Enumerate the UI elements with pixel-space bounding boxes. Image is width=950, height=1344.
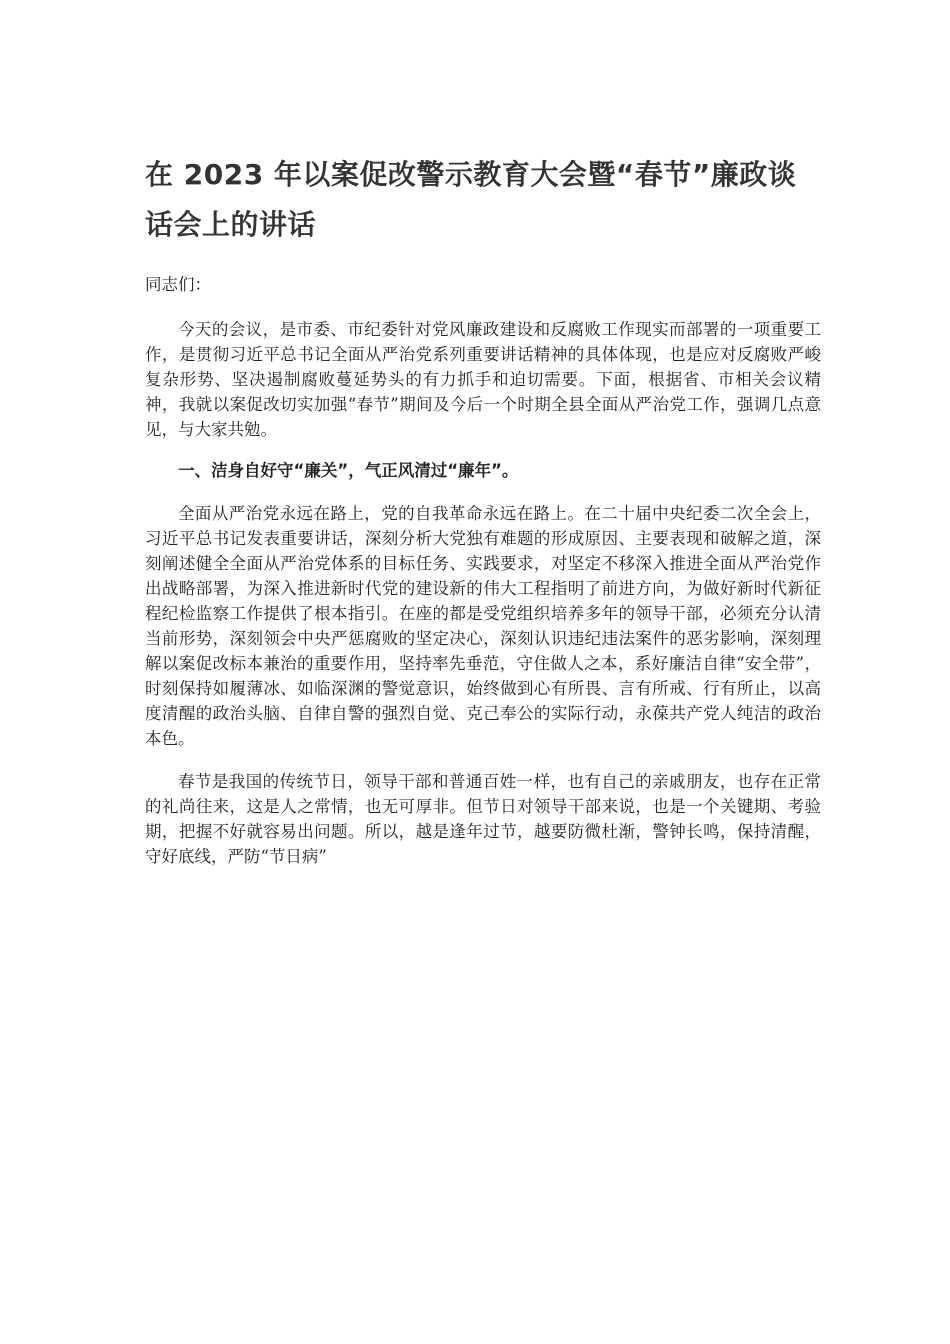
paragraph-intro: 今天的会议，是市委、市纪委针对党风廉政建设和反腐败工作现实而部署的一项重要工作，是贯彻习近平总书记全面从严治党系列重要讲话精神的具体体现，也是应对反腐败严峻复杂形势、坚决遏制腐败蔓延势头的有力抓手和迫切需要。下面，根据省、市相关会议精神，我就以案促改切实加强“春节”期间及今后一个时期全县全面从严治党工作，强调几点意见，与大家共勉。 xyxy=(145,320,821,439)
salutation: 同志们： xyxy=(145,275,211,294)
section-heading-1: 一、洁身自好守“廉关”，气正风清过“廉年”。 xyxy=(178,461,519,480)
paragraph-section-1: 全面从严治党永远在路上，党的自我革命永远在路上。在二十届中央纪委二次全会上，习近平总书记发表重要讲话，深刻分析大党独有难题的形成原因、主要表现和破解之道，深刻阐述健全全面从严治党体系的目标任务、实践要求，对坚定不移深入推进全面从严治党作出战略部署，为深入推进新时代党的建设新的伟大工程指明了前进方向，为做好新时代新征程纪检监察工作提供了根本指引。在座的都是受党组织培养多年的领导干部，必须充分认清当前形势，深刻领会中央严惩腐败的坚定决心，深刻认识违纪违法案件的恶劣影响，深刻理解以案促改标本兼治的重要作用，坚持率先垂范，守住做人之本，系好廉洁自律“安全带”，时刻保持如履薄冰、如临深渊的警觉意识，始终做到心有所畏、言有所戒、行有所止，以高度清醒的政治头脑、自律自警的强烈自觉、克己奉公的实际行动，永葆共产党人纯洁的政治本色。 xyxy=(145,504,821,748)
document-title: 在 2023 年以案促改警示教育大会暨“春节”廉政谈话会上的讲话 xyxy=(145,158,797,241)
document-body xyxy=(145,150,821,869)
paragraph-spring-festival: 春节是我国的传统节日，领导干部和普通百姓一样，也有自己的亲戚朋友，也存在正常的礼尚往来，这是人之常情，也无可厚非。但节日对领导干部来说，也是一个关键期、考验期，把握不好就容易出问题。所以，越是逢年过节，越要防微杜渐，警钟长鸣，保持清醒，守好底线，严防“节日病” xyxy=(145,772,821,866)
